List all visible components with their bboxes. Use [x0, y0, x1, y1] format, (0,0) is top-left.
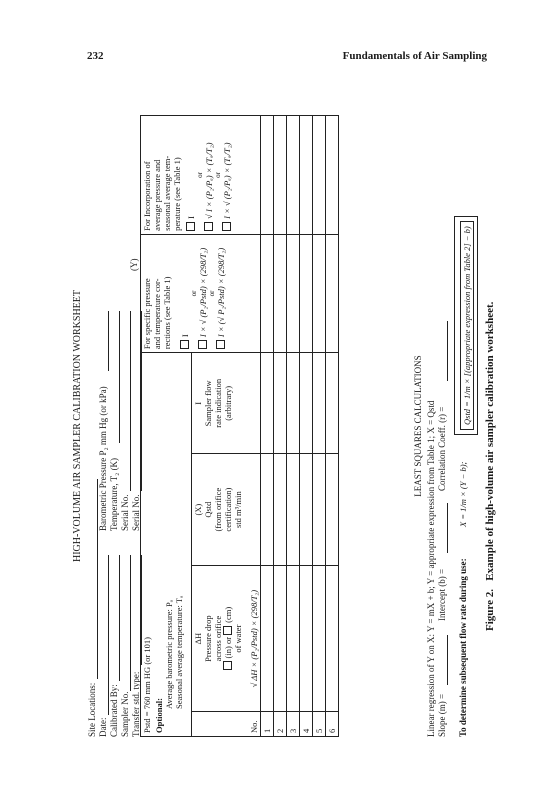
dh-cell[interactable]	[313, 565, 326, 712]
reference-cell	[141, 353, 192, 737]
qstd-cell[interactable]	[313, 454, 326, 565]
specific-cell[interactable]	[274, 234, 287, 352]
specific-cell[interactable]	[300, 234, 313, 352]
site-locations-label: Site Locations:	[87, 682, 97, 737]
figure-number: Figure 2.	[484, 589, 496, 631]
correlation-label: Correlation Coeff. (r) =	[437, 406, 447, 491]
qstd-line-2: (from orifice	[213, 487, 223, 532]
slope-line	[447, 635, 448, 685]
dh-cell[interactable]	[300, 565, 313, 712]
row-number: 1	[261, 712, 274, 737]
equation-q: Qstd = 1/m × [(appropriate expression from Table 2] − b)	[460, 221, 474, 430]
i-header	[192, 353, 261, 454]
dh-unit-inch: (in) or	[223, 636, 233, 659]
row-number: 2	[274, 712, 287, 737]
seasonal-cell[interactable]	[300, 116, 313, 235]
or-label: or	[196, 172, 204, 178]
intercept-line	[447, 503, 448, 553]
checkbox[interactable]	[198, 340, 207, 349]
or-label: or	[214, 172, 222, 178]
calibrated-by-label: Calibrated By:	[109, 684, 119, 737]
seasonal-cell[interactable]	[313, 116, 326, 235]
seasonal-correction-header	[141, 116, 261, 235]
seasonal-cell[interactable]	[261, 116, 274, 235]
specific-cell[interactable]	[287, 234, 300, 352]
reference-row	[141, 116, 192, 737]
i-cell[interactable]	[287, 353, 300, 454]
book-title: Fundamentals of Air Sampling	[342, 50, 487, 62]
pstd-label: Pstd = 760 mm HG (or 101)	[142, 637, 152, 733]
checkbox[interactable]	[204, 222, 213, 231]
seasonal-option-2	[204, 119, 214, 231]
i-cell[interactable]	[261, 353, 274, 454]
determine-label: To determine subsequent flow rate during use:	[458, 558, 468, 737]
seasonal-cell[interactable]	[326, 116, 339, 235]
dh-unit-cm: (cm)	[223, 606, 233, 623]
barometric-pressure-line	[108, 311, 109, 371]
qstd-cell[interactable]	[300, 454, 313, 565]
intercept-label: Intercept (b) =	[437, 568, 447, 621]
temperature-label: Temperature, T₂ (K)	[109, 457, 119, 531]
serial-no-label-2: Serial No.	[131, 494, 141, 531]
serial-no-line-1	[130, 311, 131, 491]
row-number: 6	[326, 712, 339, 737]
dh-cell[interactable]	[274, 565, 287, 712]
qstd-symbol: Qstd	[203, 501, 213, 518]
worksheet-title: HIGH-VOLUME AIR SAMPLER CALIBRATION WORKSHEET	[72, 289, 83, 563]
calibrated-by-line	[119, 555, 120, 681]
seasonal-cell[interactable]	[287, 116, 300, 235]
dh-line-2: Pressure drop	[203, 615, 213, 662]
specific-option-3	[216, 238, 226, 349]
i-symbol: I	[193, 401, 203, 405]
dh-cell[interactable]	[287, 565, 300, 712]
no-header: No.	[192, 712, 261, 737]
i-cell[interactable]	[300, 353, 313, 454]
option-formula: I × (√ P₂/Pstd) × (298/T₂)	[216, 247, 226, 338]
i-cell[interactable]	[326, 353, 339, 454]
dh-cell[interactable]	[261, 565, 274, 712]
specific-line-3: rections (see Table 1)	[162, 276, 172, 350]
seasonal-line-2: average pressure and	[152, 159, 162, 231]
barometric-pressure-label: Barometric Pressure P₂ mm Hg (or kPa)	[98, 386, 108, 531]
checkbox[interactable]	[186, 222, 195, 231]
date-label: Date:	[98, 717, 108, 737]
avg-pressure-label: Average barometric pressure: Pₐ	[164, 599, 174, 709]
seasonal-line-4: perature (see Table 1)	[172, 157, 182, 231]
sampler-no-label: Sampler No.	[120, 691, 130, 737]
checkbox[interactable]	[180, 340, 189, 349]
i-line-4: (arbitrary)	[223, 385, 233, 421]
qstd-cell[interactable]	[287, 454, 300, 565]
option-formula: I × √ (P₂/Pₐ) × (Tₐ/T₂)	[222, 142, 232, 219]
option-text: I	[180, 334, 190, 338]
dh-header	[192, 565, 261, 712]
sampler-no-line	[130, 555, 131, 691]
option-formula: √ I × (P₂/Pₐ) × (Tₐ/T₂)	[204, 142, 214, 219]
table-row	[326, 116, 339, 737]
specific-cell[interactable]	[326, 234, 339, 352]
slope-label: Slope (m) =	[437, 693, 447, 737]
specific-option-2	[198, 238, 208, 349]
table-row	[261, 116, 274, 737]
temperature-line	[119, 311, 120, 443]
y-marker: (Y)	[129, 258, 139, 271]
specific-option-1	[180, 238, 190, 349]
qstd-cell[interactable]	[261, 454, 274, 565]
seasonal-line-1: For Incorporation of	[142, 161, 152, 231]
specific-line-2: and temperature cor-	[152, 278, 162, 350]
avg-temp-label: Seasonal average temperature: Tₐ	[174, 595, 184, 709]
dh-unit-options	[223, 569, 233, 709]
seasonal-option-3	[222, 119, 232, 231]
dh-line-6: of water	[233, 624, 243, 653]
equation-x: X = 1/m × (Y − b);	[458, 461, 468, 527]
dh-line-3: across orifice	[213, 615, 223, 662]
serial-no-label-1: Serial No.	[120, 494, 130, 531]
i-line-2: Sampler flow	[203, 380, 213, 427]
or-label: or	[208, 290, 216, 297]
checkbox[interactable]	[222, 222, 231, 231]
least-squares-heading: LEAST SQUARES CALCULATIONS	[413, 355, 423, 497]
qstd-cell[interactable]	[274, 454, 287, 565]
page-header	[87, 50, 487, 66]
page-number: 232	[87, 50, 104, 62]
i-line-3: rate indication	[213, 378, 223, 428]
seasonal-cell[interactable]	[274, 116, 287, 235]
table-row	[300, 116, 313, 737]
optional-label: Optional:	[154, 698, 164, 733]
specific-correction-header	[141, 234, 261, 352]
checkbox[interactable]	[216, 340, 225, 349]
specific-cell[interactable]	[261, 234, 274, 352]
regression-text: Linear regression of Y on X: Y = mX + b; Y = appropriate expression from Table 1; X = Qstd	[426, 400, 436, 737]
checkbox[interactable]	[223, 661, 232, 670]
specific-cell[interactable]	[313, 234, 326, 352]
dh-symbol: ΔH	[193, 632, 203, 645]
transfer-std-type-label: Transfer std. type:	[131, 671, 141, 737]
row-number: 3	[287, 712, 300, 737]
figure-caption-text: Example of high-volume air sampler calibration worksheet.	[484, 301, 496, 581]
or-label: or	[190, 290, 198, 297]
table-row	[313, 116, 326, 737]
dh-formula: √ ΔH × (P₂/Pstd) × (298/T₂)	[249, 589, 259, 688]
row-number: 5	[313, 712, 326, 737]
qstd-units: std m³/min	[233, 491, 243, 529]
seasonal-line-3: seasonal average tem-	[162, 155, 172, 231]
figure-caption	[484, 302, 496, 631]
qstd-cell[interactable]	[326, 454, 339, 565]
table-row	[274, 116, 287, 737]
specific-line-1: For specific pressure	[142, 278, 152, 350]
worksheet-table	[140, 115, 339, 737]
option-formula: I × √ (P₂/Pstd) × (298/T₂)	[198, 247, 208, 338]
i-cell[interactable]	[274, 353, 287, 454]
row-number: 4	[300, 712, 313, 737]
option-text: I	[186, 216, 196, 219]
i-cell[interactable]	[313, 353, 326, 454]
seasonal-option-1	[186, 119, 196, 231]
calibration-worksheet	[68, 111, 508, 741]
checkbox[interactable]	[223, 626, 232, 635]
qstd-header	[192, 454, 261, 565]
dh-cell[interactable]	[326, 565, 339, 712]
x-marker: (X)	[193, 503, 203, 516]
qstd-line-3: certification)	[223, 487, 233, 532]
equation-q-box	[454, 216, 478, 435]
correlation-line	[447, 321, 448, 381]
table-row	[287, 116, 300, 737]
